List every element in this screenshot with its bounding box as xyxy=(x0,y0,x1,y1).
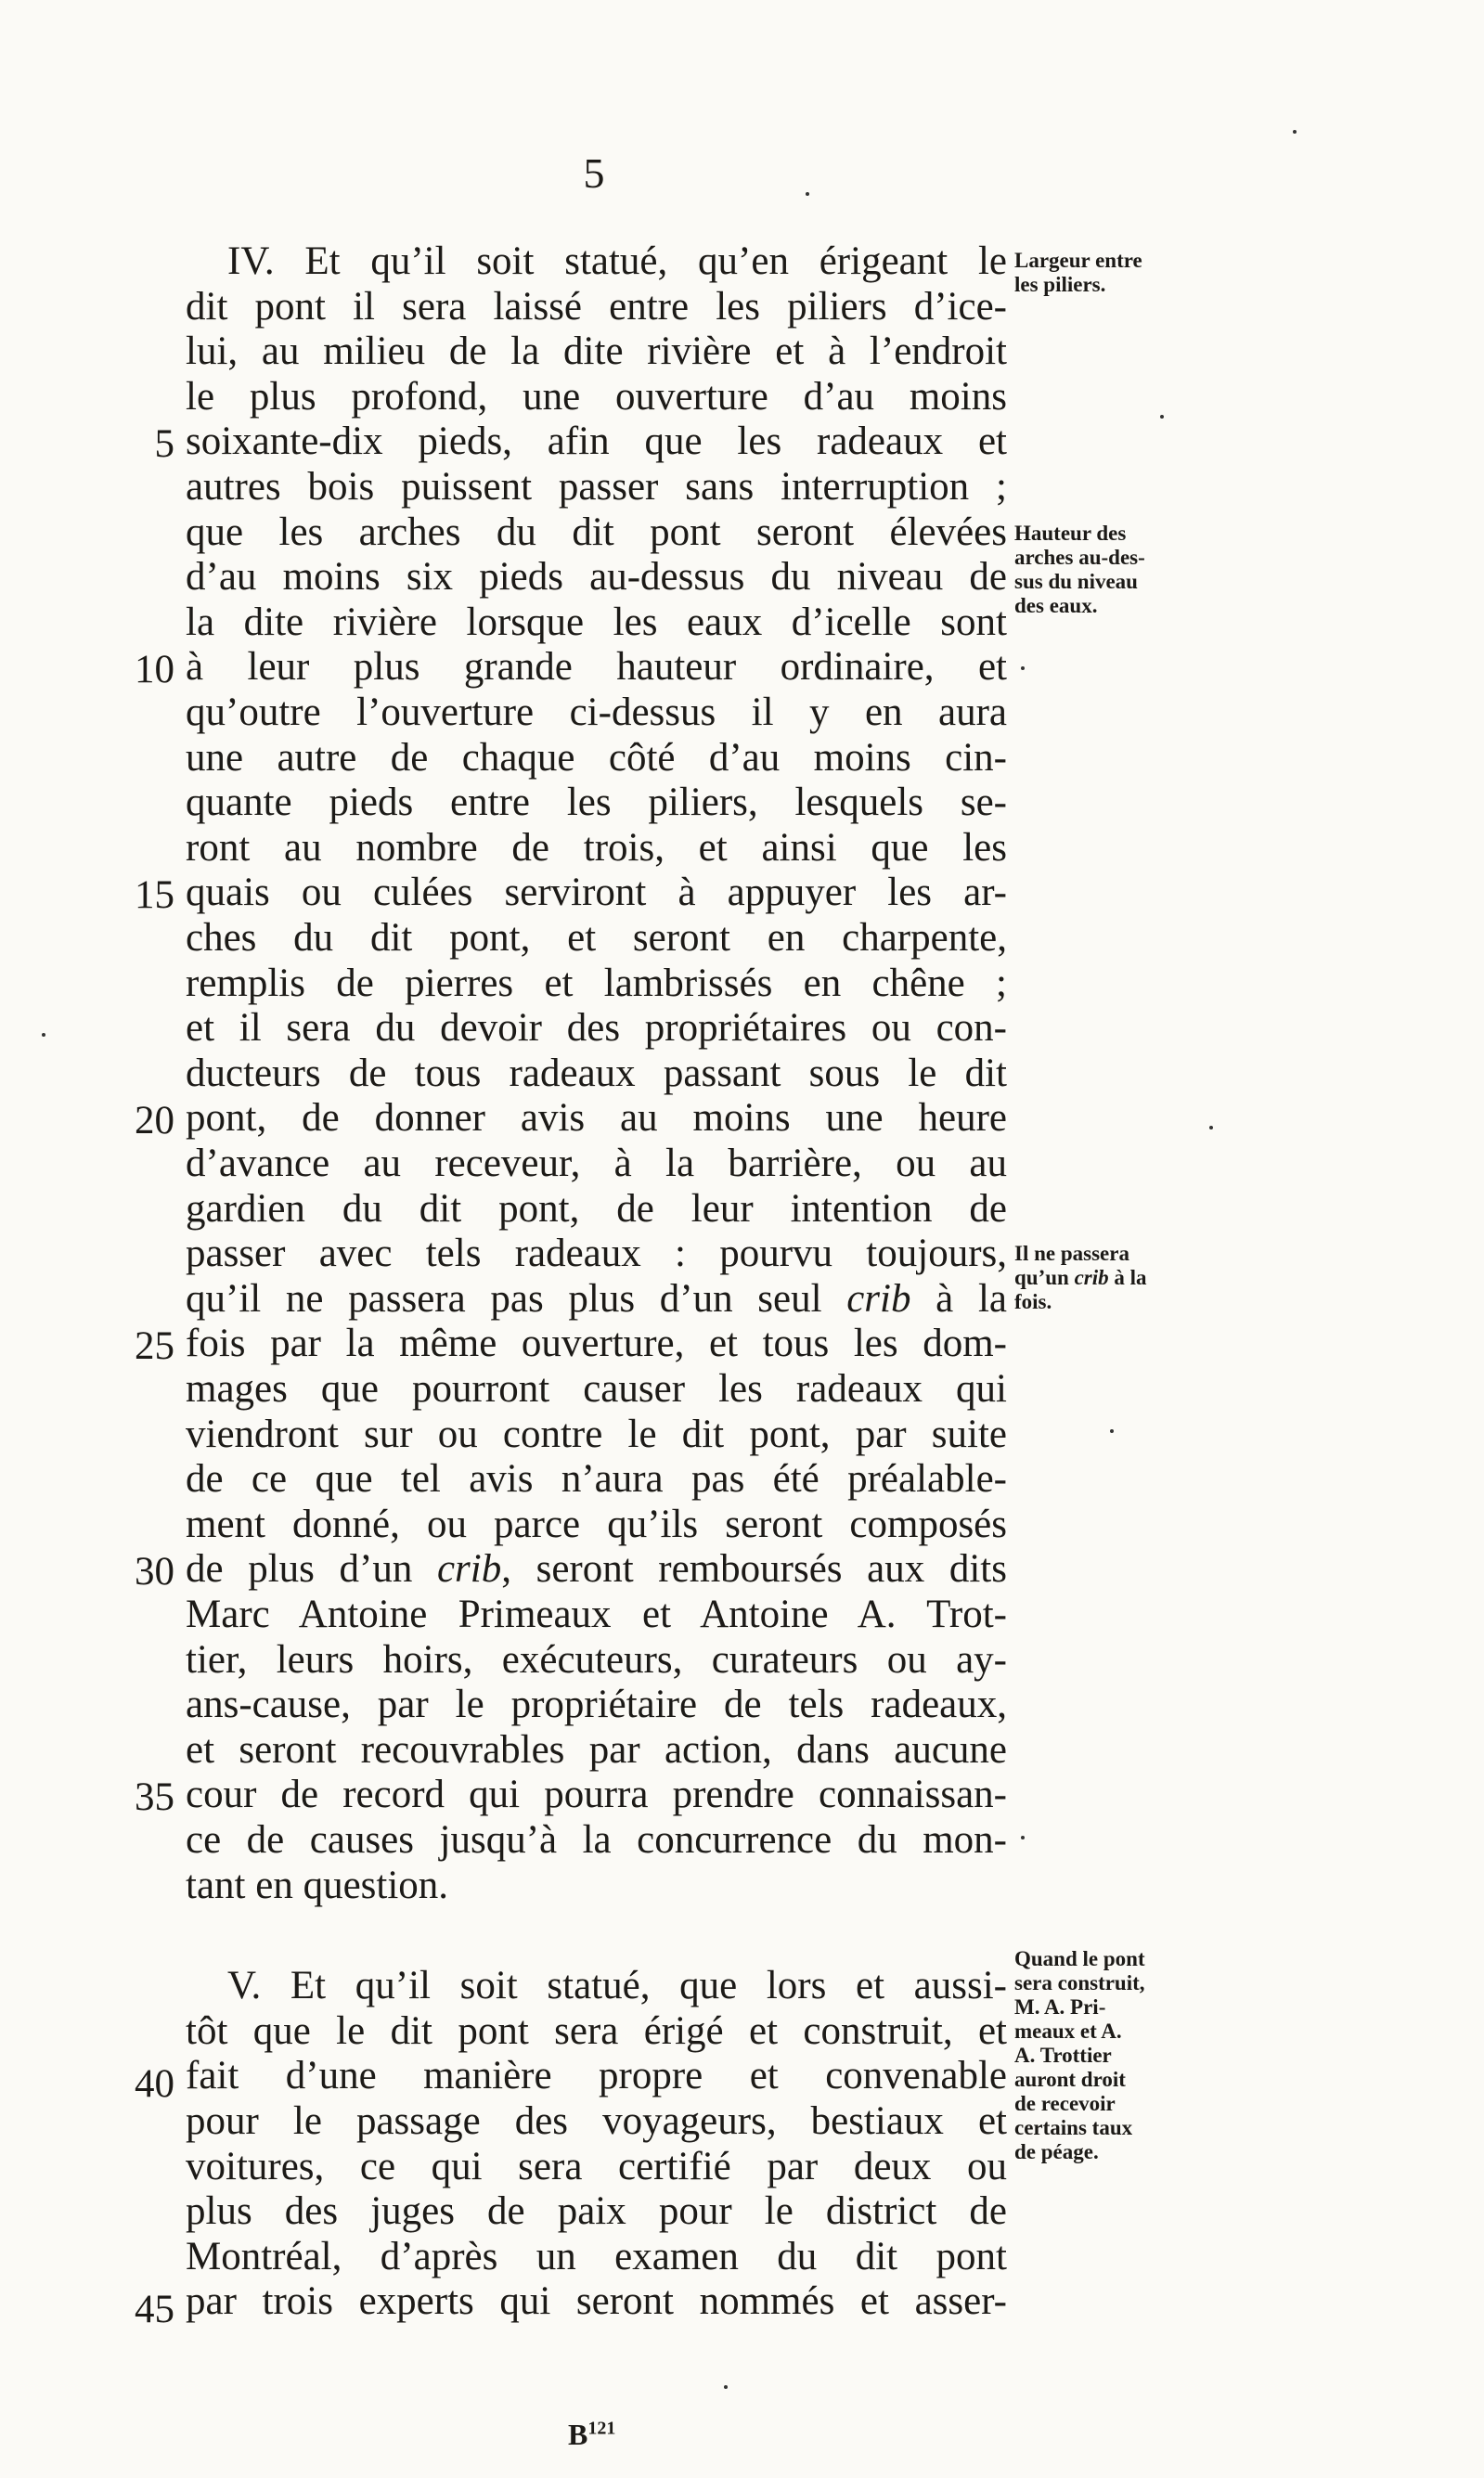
text-line: plus des juges de paix pour le district de xyxy=(186,2189,1007,2233)
text-line: ment donné, ou parce qu’ils seront composés xyxy=(186,1503,1007,1546)
paper-speck xyxy=(1293,130,1297,134)
text-line: une autre de chaque côté d’au moins cin- xyxy=(186,736,1007,780)
text-line: tôt que le dit pont sera érigé et construit, et xyxy=(186,2009,1007,2053)
text-line: ches du dit pont, et seront en charpente, xyxy=(186,916,1007,960)
text-line: IV. Et qu’il soit statué, qu’en érigeant le xyxy=(227,239,1007,283)
line-number: 10 xyxy=(135,648,174,691)
text-line: autres bois puissent passer sans interruption ; xyxy=(186,465,1007,509)
text-line: pour le passage des voyageurs, bestiaux et xyxy=(186,2099,1007,2143)
text-line: et seront recouvrables par action, dans aucune xyxy=(186,1728,1007,1772)
paper-speck xyxy=(1021,666,1025,670)
text-line: ducteurs de tous radeaux passant sous le dit xyxy=(186,1052,1007,1095)
line-number: 20 xyxy=(135,1099,174,1142)
text-line: que les arches du dit pont seront élevées xyxy=(186,510,1007,554)
text-line: le plus profond, une ouverture d’au moins xyxy=(186,375,1007,419)
text-line: tant en question. xyxy=(186,1864,449,1907)
text-line: gardien du dit pont, de leur intention de xyxy=(186,1187,1007,1231)
text-line: soixante-dix pieds, afin que les radeaux et xyxy=(186,419,1007,463)
text-line: par trois experts qui seront nommés et asser- xyxy=(186,2279,1007,2323)
margin-note-peage: Quand le pont sera construit, M. A. Pri- meaux et A. A. Trottier auront droit de recevoir certains taux de péage. xyxy=(1014,1947,1145,2163)
paper-speck xyxy=(1160,415,1164,419)
margin-note-crib: Il ne passera qu’un crib à la fois. xyxy=(1014,1242,1147,1313)
text-line: voitures, ce qui sera certifié par deux ou xyxy=(186,2145,1007,2188)
paper-speck xyxy=(806,192,809,196)
text-line: de ce que tel avis n’aura pas été préalable- xyxy=(186,1457,1007,1501)
text-line: qu’outre l’ouverture ci-dessus il y en aura xyxy=(186,690,1007,734)
text-line: et il sera du devoir des propriétaires ou con- xyxy=(186,1006,1007,1050)
text-line: à leur plus grande hauteur ordinaire, et xyxy=(186,645,1007,689)
text-line: pont, de donner avis au moins une heure xyxy=(186,1096,1007,1140)
paper-speck xyxy=(1110,1429,1114,1433)
text-line: Marc Antoine Primeaux et Antoine A. Trot- xyxy=(186,1593,1007,1636)
text-line: viendront sur ou contre le dit pont, par suite xyxy=(186,1413,1007,1456)
line-number: 35 xyxy=(135,1775,174,1819)
signature-mark: $B^{121}$ xyxy=(568,2418,616,2451)
page-number: 5 xyxy=(583,149,605,197)
margin-note-hauteur: Hauteur des arches au-des- sus du niveau des eaux. xyxy=(1014,522,1145,617)
line-number: 30 xyxy=(135,1550,174,1594)
text-line: cour de record qui pourra prendre connaissan- xyxy=(186,1773,1007,1816)
text-line: qu’il ne passera pas plus d’un seul crib à la xyxy=(186,1277,1007,1321)
text-line: de plus d’un crib, seront remboursés aux dits xyxy=(186,1547,1007,1591)
text-line: V. Et qu’il soit statué, que lors et aussi- xyxy=(227,1964,1007,2007)
text-line: ans-cause, par le propriétaire de tels radeaux, xyxy=(186,1683,1007,1726)
text-line: mages que pourront causer les radeaux qui xyxy=(186,1367,1007,1411)
text-line: Montréal, d’après un examen du dit pont xyxy=(186,2235,1007,2278)
paper-speck xyxy=(1209,1126,1213,1129)
text-line: fois par la même ouverture, et tous les dom- xyxy=(186,1322,1007,1365)
line-number: 15 xyxy=(135,873,174,917)
line-number: 45 xyxy=(135,2288,174,2331)
text-line: dit pont il sera laissé entre les piliers d’ice- xyxy=(186,285,1007,329)
text-line: remplis de pierres et lambrissés en chêne ; xyxy=(186,962,1007,1005)
text-line: la dite rivière lorsque les eaux d’icelle sont xyxy=(186,600,1007,644)
text-line: d’au moins six pieds au-dessus du niveau de xyxy=(186,555,1007,599)
text-line: fait d’une manière propre et convenable xyxy=(186,2054,1007,2097)
text-line: passer avec tels radeaux : pourvu toujours, xyxy=(186,1232,1007,1275)
text-line: d’avance au receveur, à la barrière, ou au xyxy=(186,1142,1007,1185)
line-number: 40 xyxy=(135,2062,174,2106)
text-line: tier, leurs hoirs, exécuteurs, curateurs ou ay- xyxy=(186,1638,1007,1682)
paper-speck xyxy=(1021,1836,1025,1839)
line-number: 25 xyxy=(135,1324,174,1368)
text-line: quante pieds entre les piliers, lesquels se- xyxy=(186,781,1007,824)
text-line: lui, au milieu de la dite rivière et à l’endroit xyxy=(186,329,1007,373)
line-number: 5 xyxy=(154,422,174,466)
text-line: ront au nombre de trois, et ainsi que les xyxy=(186,826,1007,870)
text-line: quais ou culées serviront à appuyer les ar- xyxy=(186,871,1007,914)
paper-speck xyxy=(724,2385,728,2389)
paper-speck xyxy=(42,1033,45,1037)
text-line: ce de causes jusqu’à la concurrence du mon- xyxy=(186,1818,1007,1862)
margin-note-largeur: Largeur entre les piliers. xyxy=(1014,249,1142,296)
